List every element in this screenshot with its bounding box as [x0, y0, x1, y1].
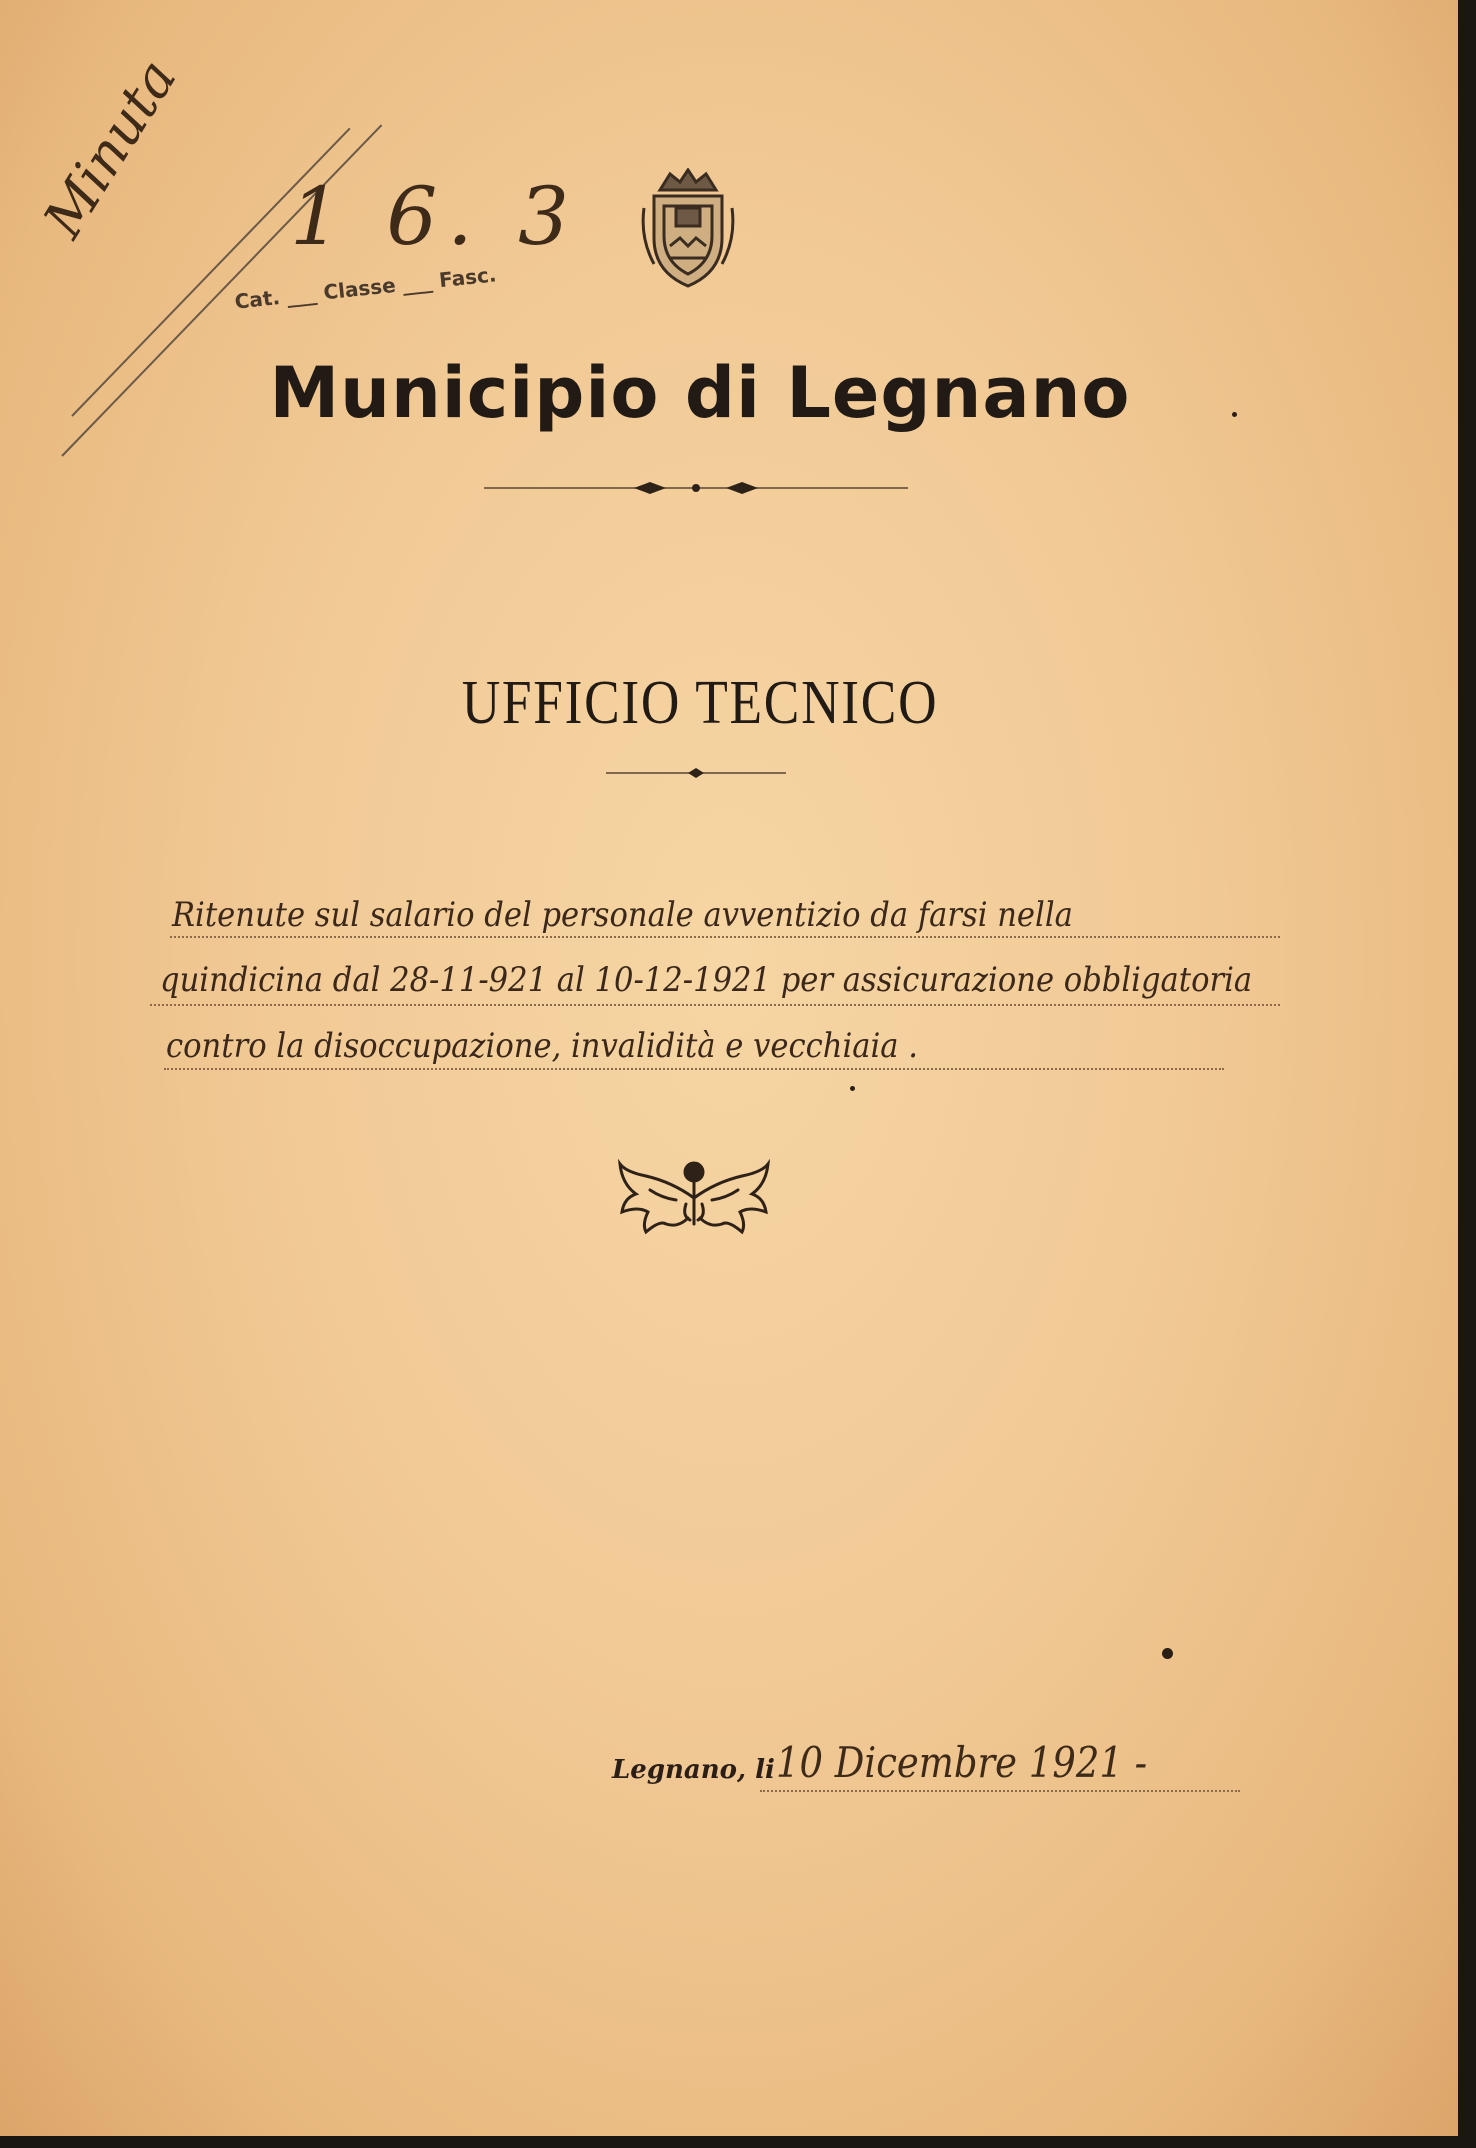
- municipal-coat-of-arms-icon: [640, 168, 736, 292]
- header-ornament-divider: [484, 478, 908, 498]
- ink-dot: [1162, 1648, 1173, 1659]
- guide-line: [150, 1004, 1280, 1006]
- acanthus-leaf-ornament-icon: [616, 1154, 772, 1236]
- ink-dot: [1232, 412, 1237, 417]
- office-title: UFFICIO TECNICO: [461, 669, 939, 737]
- guide-line: [164, 1068, 1224, 1070]
- scan-border-right: [1458, 0, 1476, 2148]
- subject-line-3: contro la disoccupazione, invalidità e vecchiaia .: [166, 1026, 918, 1066]
- subject-line-1: Ritenute sul salario del personale avventizio da farsi nella: [172, 895, 1073, 935]
- file-number: 1 6. 3: [290, 170, 579, 263]
- classification-stamp: Cat. ___ Classe ___ Fasc.: [233, 262, 498, 314]
- margin-note: Minuta: [31, 48, 189, 249]
- handwritten-date: 10 Dicembre 1921 -: [776, 1738, 1148, 1787]
- page-title: Municipio di Legnano: [269, 352, 1131, 434]
- office-divider: [606, 766, 786, 780]
- place-label: Legnano, li: [612, 1755, 775, 1785]
- date-guide-line: [760, 1790, 1240, 1792]
- scan-border-bottom: [0, 2136, 1476, 2148]
- ink-dot: [850, 1086, 855, 1091]
- guide-line: [170, 936, 1280, 938]
- subject-line-2: quindicina dal 28-11-921 al 10-12-1921 per assicurazione obbligatoria: [160, 960, 1253, 1000]
